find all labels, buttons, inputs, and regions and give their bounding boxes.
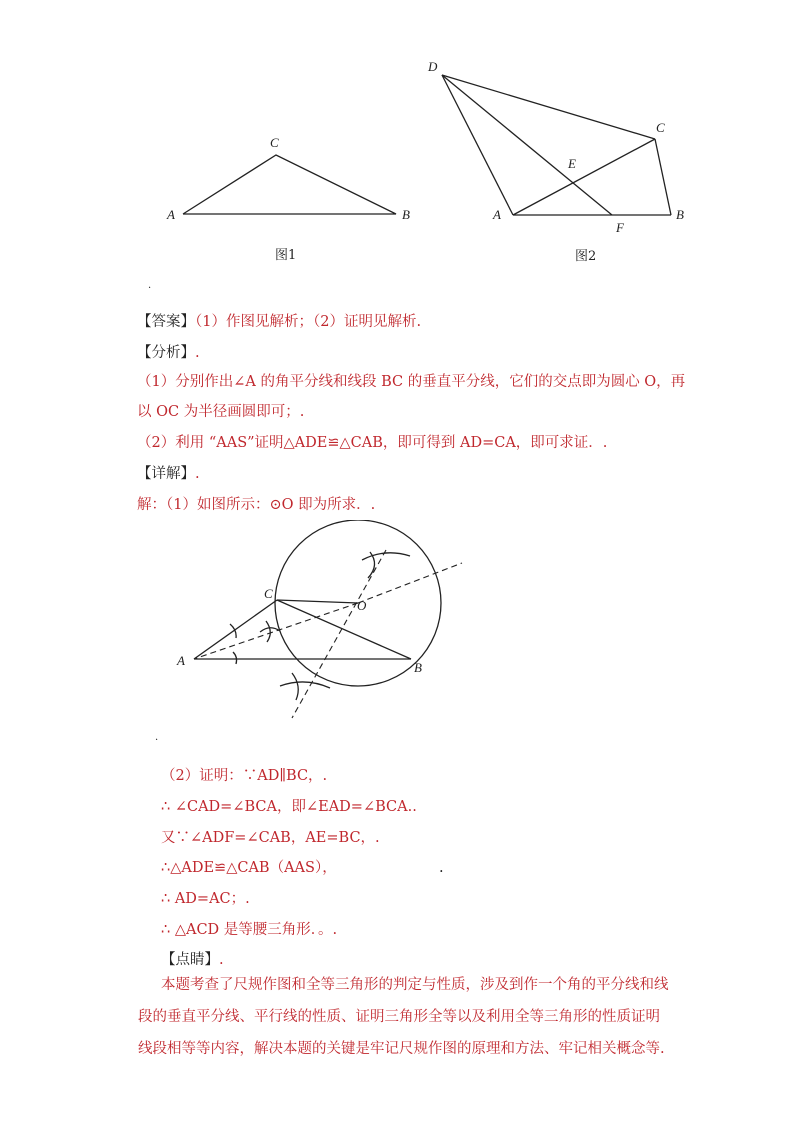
fig3-label-a: A — [177, 653, 185, 668]
comment-line-3: 线段相等等内容，解决本题的关键是牢记尺规作图的原理和方法、牢记相关概念等. — [138, 1041, 665, 1057]
answer-line — [137, 312, 421, 332]
analysis-tag: 【分析】 — [137, 345, 195, 361]
proof-line-5: ∴ AD=AC；. — [161, 891, 250, 907]
comment-tag: 【点睛】 — [161, 952, 219, 968]
figure-1 — [160, 130, 420, 270]
comment-line-2: 段的垂直平分线、平行线的性质、证明三角形全等以及利用全等三角形的性质证明 — [138, 1009, 660, 1025]
figure-2 — [420, 55, 700, 270]
comment-heading — [161, 950, 224, 970]
analysis-line-3: （2）利用 “AAS”证明△ADE≌△CAB，即可得到 AD=CA，即可求证．. — [137, 435, 608, 451]
fig1-label-a: A — [167, 207, 175, 222]
fig3-label-o: O — [357, 598, 367, 613]
proof-line-6: ∴ △ACD 是等腰三角形．。. — [161, 922, 338, 938]
fig3-label-c: C — [264, 586, 273, 601]
analysis-line-1: （1）分别作出∠A 的角平分线和线段 BC 的垂直平分线，它们的交点即为圆心 O，再 — [137, 374, 686, 390]
fig2-label-d: D — [428, 59, 438, 74]
fig2-label-f: F — [616, 220, 624, 235]
proof-line-3: 又∵∠ADF=∠CAB，AE=BC，. — [161, 830, 380, 846]
analysis-line-2: 以 OC 为半径画圆即可；. — [137, 404, 305, 420]
proof-line-2: ∴ ∠CAD=∠BCA，即∠EAD=∠BCA.. — [161, 799, 417, 815]
fig1-caption: 图1 — [275, 248, 297, 263]
answer-tag: 【答案】 — [137, 314, 195, 330]
comment-tail: . — [219, 952, 224, 968]
stray-dot: . — [148, 280, 152, 291]
detail-tag: 【详解】 — [137, 466, 195, 482]
fig1-label-b: B — [402, 207, 410, 222]
detail-heading — [137, 464, 200, 484]
proof-line-4: ∴△ADE≌△CAB（AAS）， — [161, 860, 337, 876]
analysis-heading — [137, 343, 200, 363]
analysis-tail: . — [195, 345, 200, 361]
comment-line-1: 本题考查了尺规作图和全等三角形的判定与性质，涉及到作一个角的平分线和线 — [161, 977, 669, 993]
fig2-caption: 图2 — [575, 249, 597, 264]
detail-line-1: 解：（1）如图所示：⊙O 即为所求．. — [137, 497, 376, 513]
triangle-abc — [183, 155, 396, 214]
figure-3 — [170, 520, 470, 720]
fig2-label-b: B — [676, 207, 684, 222]
proof-line-4-dot: . — [439, 860, 444, 876]
fig2-label-c: C — [656, 120, 665, 135]
proof-line-1: （2）证明：∵AD∥BC，. — [161, 768, 328, 784]
fig1-label-c: C — [270, 135, 279, 150]
answer-text: （1）作图见解析；（2）证明见解析. — [195, 314, 422, 330]
detail-tail: . — [195, 466, 200, 482]
stray-dot: . — [155, 732, 159, 743]
fig2-label-a: A — [493, 207, 501, 222]
fig2-label-e: E — [568, 156, 576, 171]
fig3-label-b: B — [414, 660, 422, 675]
